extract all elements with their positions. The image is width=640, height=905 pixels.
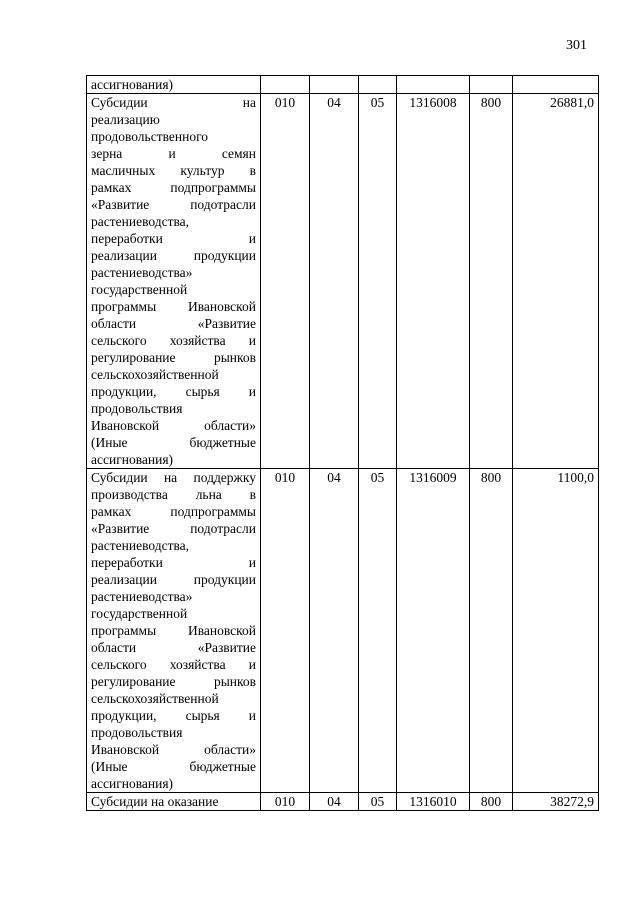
description-line: растениеводства» bbox=[91, 265, 193, 280]
description-line: реализацию bbox=[91, 112, 160, 127]
table-row bbox=[87, 94, 599, 469]
budget-table-body bbox=[87, 76, 599, 811]
code-ministry: 010 bbox=[261, 469, 310, 793]
description-line: продовольствия bbox=[91, 725, 183, 740]
item-description bbox=[87, 94, 261, 469]
code-expense-type: 800 bbox=[470, 94, 513, 469]
code-subsection: 05 bbox=[359, 793, 397, 811]
table-row bbox=[87, 469, 599, 793]
code-target bbox=[397, 76, 470, 94]
description-line: переработки и bbox=[91, 555, 256, 570]
description-line: производства льна в bbox=[91, 487, 256, 502]
code-subsection: 05 bbox=[359, 94, 397, 469]
description-line: регулирование рынков bbox=[91, 674, 256, 689]
description-line: (Иные бюджетные bbox=[91, 435, 256, 450]
table-row bbox=[87, 793, 599, 811]
description-line: Субсидии на поддержку bbox=[91, 470, 256, 485]
description-line: «Развитие подотрасли bbox=[91, 521, 256, 536]
description-line: программы Ивановской bbox=[91, 623, 256, 638]
code-section: 04 bbox=[310, 94, 359, 469]
amount: 1100,0 bbox=[513, 469, 599, 793]
amount bbox=[513, 76, 599, 94]
description-line: масличных культур в bbox=[91, 163, 256, 178]
description-line: сельскохозяйственной bbox=[91, 691, 219, 706]
amount: 38272,9 bbox=[513, 793, 599, 811]
item-description bbox=[87, 793, 261, 811]
code-target: 1316008 bbox=[397, 94, 470, 469]
description-line: ассигнования) bbox=[91, 776, 174, 791]
description-line: Ивановской области» bbox=[91, 418, 256, 433]
description-line: Ивановской области» bbox=[91, 742, 256, 757]
description-line: области «Развитие bbox=[91, 316, 256, 331]
description-line: продовольственного bbox=[91, 129, 209, 144]
code-target: 1316009 bbox=[397, 469, 470, 793]
description-line: регулирование рынков bbox=[91, 350, 256, 365]
code-ministry bbox=[261, 76, 310, 94]
code-section bbox=[310, 76, 359, 94]
description-line: реализации продукции bbox=[91, 248, 256, 263]
description-line: сельского хозяйства и bbox=[91, 333, 256, 348]
code-expense-type: 800 bbox=[470, 793, 513, 811]
description-line: зерна и семян bbox=[91, 146, 256, 161]
description-line: (Иные бюджетные bbox=[91, 759, 256, 774]
description-line: области «Развитие bbox=[91, 640, 256, 655]
code-subsection: 05 bbox=[359, 469, 397, 793]
description-line: «Развитие подотрасли bbox=[91, 197, 256, 212]
description-line: Субсидии на оказание bbox=[91, 794, 219, 809]
description-line: государственной bbox=[91, 282, 188, 297]
description-line: сельского хозяйства и bbox=[91, 657, 256, 672]
description-line: растениеводства, bbox=[91, 538, 190, 553]
amount: 26881,0 bbox=[513, 94, 599, 469]
item-description bbox=[87, 76, 261, 94]
code-expense-type bbox=[470, 76, 513, 94]
code-subsection bbox=[359, 76, 397, 94]
code-section: 04 bbox=[310, 469, 359, 793]
item-description bbox=[87, 469, 261, 793]
description-line: ассигнования) bbox=[91, 452, 174, 467]
code-target: 1316010 bbox=[397, 793, 470, 811]
description-line: Субсидии на bbox=[91, 95, 256, 110]
table-row bbox=[87, 76, 599, 94]
description-line: продукции, сырья и bbox=[91, 384, 256, 399]
description-line: растениеводства» bbox=[91, 589, 193, 604]
description-line: продовольствия bbox=[91, 401, 183, 416]
description-line: продукции, сырья и bbox=[91, 708, 256, 723]
budget-table bbox=[86, 75, 599, 811]
description-line: рамках подпрограммы bbox=[91, 504, 256, 519]
description-line: программы Ивановской bbox=[91, 299, 256, 314]
code-ministry: 010 bbox=[261, 793, 310, 811]
description-line: ассигнования) bbox=[91, 77, 174, 92]
description-line: рамках подпрограммы bbox=[91, 180, 256, 195]
description-line: государственной bbox=[91, 606, 188, 621]
code-ministry: 010 bbox=[261, 94, 310, 469]
description-line: растениеводства, bbox=[91, 214, 190, 229]
description-line: сельскохозяйственной bbox=[91, 367, 219, 382]
page-number: 301 bbox=[566, 38, 587, 53]
code-section: 04 bbox=[310, 793, 359, 811]
description-line: переработки и bbox=[91, 231, 256, 246]
code-expense-type: 800 bbox=[470, 469, 513, 793]
description-line: реализации продукции bbox=[91, 572, 256, 587]
